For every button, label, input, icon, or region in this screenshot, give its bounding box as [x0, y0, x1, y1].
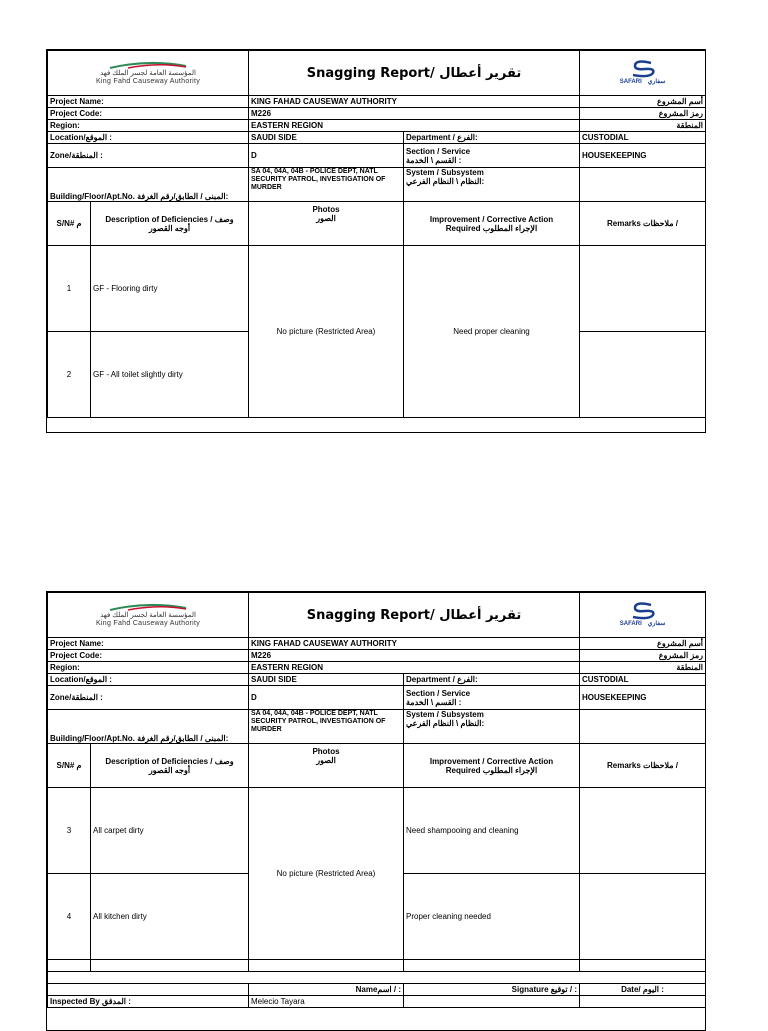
row-sn: 4: [48, 874, 91, 960]
kfca-name-ar: المؤسسة العامة لجسر الملك فهد: [100, 611, 196, 619]
project-code-label: Project Code:: [48, 108, 249, 120]
col-photos-header: [249, 744, 404, 788]
section-value: HOUSEKEEPING: [580, 144, 706, 168]
project-name-value: KING FAHAD CAUSEWAY AUTHORITY: [249, 638, 580, 650]
safari-s-icon: [629, 60, 657, 78]
safari-logo-cell: [580, 51, 706, 96]
safari-logo-cell: [580, 593, 706, 638]
project-name-label: Project Name:: [48, 96, 249, 108]
region-ar: المنطقة: [580, 120, 706, 132]
row-action: Proper cleaning needed: [404, 874, 580, 960]
snagging-report-sheet-2: [46, 591, 706, 1031]
blank-cell: [404, 960, 580, 972]
col-remarks-header: Remarks ملاحظات /: [580, 744, 706, 788]
kfca-logo: [96, 603, 200, 628]
region-value: EASTERN REGION: [249, 662, 580, 674]
department-value: CUSTODIAL: [580, 132, 706, 144]
col-photos-header: [249, 202, 404, 246]
zone-label: Zone/المنطقة :: [48, 144, 249, 168]
kfca-swoosh-icon: [108, 603, 188, 612]
section-value: HOUSEKEEPING: [580, 686, 706, 710]
col-desc-header-line2: أوجه القصور: [148, 223, 191, 233]
row-sn: 2: [48, 332, 91, 418]
row-sn: 3: [48, 788, 91, 874]
project-code-value: M226: [249, 650, 580, 662]
department-label: Department / الفرع:: [404, 674, 580, 686]
col-desc-header: [91, 744, 249, 788]
safari-logo: [620, 602, 666, 629]
photo-cell: No picture (Restricted Area): [249, 788, 404, 960]
blank-cell: [91, 960, 249, 972]
project-name-ar: أسم المشروع: [580, 638, 706, 650]
inspected-signature: [404, 996, 580, 1008]
zone-label: Zone/المنطقة :: [48, 686, 249, 710]
system-label-ar: النظام \ النظام الفرعي:: [406, 177, 485, 186]
building-value: SA 04, 04A, 04B - POLICE DEPT, NATL SECURITY PATROL, INVESTIGATION OF MURDER: [249, 710, 404, 744]
location-value: SAUDI SIDE: [249, 132, 404, 144]
location-label: Location/الموقع :: [48, 132, 249, 144]
date-label: Date/ اليوم :: [580, 984, 706, 996]
col-desc-header-line2: أوجه القصور: [148, 765, 191, 775]
system-value: [580, 710, 706, 744]
col-sn-header: S/N# م: [48, 744, 91, 788]
row-desc: All kitchen dirty: [91, 874, 249, 960]
safari-brand-ar: سفاري: [647, 78, 666, 85]
kfca-name-en: King Fahd Causeway Authority: [95, 77, 201, 85]
project-name-ar: أسم المشروع: [580, 96, 706, 108]
action-cell: Need proper cleaning: [404, 246, 580, 418]
col-sn-header: S/N# م: [48, 202, 91, 246]
section-label-ar: القسم \ الخدمة :: [406, 697, 462, 707]
col-action-header-line2: Required الإجراء المطلوب: [445, 223, 538, 233]
blank-cell: [48, 984, 249, 996]
signature-label: Signature توقيع / :: [404, 984, 580, 996]
col-action-header: [404, 202, 580, 246]
col-photos-header-line2: الصور: [316, 214, 336, 223]
project-code-ar: رمز المشروع: [580, 650, 706, 662]
project-name-label: Project Name:: [48, 638, 249, 650]
inspected-row: [48, 996, 706, 1008]
blank-row: [48, 960, 706, 972]
row-remarks: [580, 246, 706, 332]
col-photos-header-line1: Photos: [312, 747, 340, 756]
inspected-date: [580, 996, 706, 1008]
col-photos-header-line2: الصور: [316, 756, 336, 765]
inspected-label: Inspected By المدقق :: [48, 996, 249, 1008]
report-table: [47, 50, 706, 418]
kfca-logo: [96, 61, 200, 86]
safari-logo: [620, 60, 666, 87]
project-code-value: M226: [249, 108, 580, 120]
department-value: CUSTODIAL: [580, 674, 706, 686]
row-desc: GF - Flooring dirty: [91, 246, 249, 332]
building-label: Building/Floor/Apt.No. المبنى / الطابق/رقم الغرفة:: [48, 710, 249, 744]
blank-cell: [48, 972, 706, 984]
col-desc-header: [91, 202, 249, 246]
section-label-en: Section / Service: [406, 146, 471, 156]
row-remarks: [580, 874, 706, 960]
col-action-header-line2: Required الإجراء المطلوب: [445, 765, 538, 775]
safari-brand-ar: سفاري: [647, 620, 666, 627]
table-row: [48, 246, 706, 332]
system-label: [404, 168, 580, 202]
safari-brand-en: SAFARI: [619, 78, 642, 85]
kfca-name-ar: المؤسسة العامة لجسر الملك فهد: [100, 69, 196, 77]
col-desc-header-line1: Description of Deficiencies / وصف: [105, 756, 234, 766]
col-action-header: [404, 744, 580, 788]
blank-cell: [580, 960, 706, 972]
col-action-header-line1: Improvement / Corrective Action: [429, 756, 554, 766]
building-value: SA 04, 04A, 04B - POLICE DEPT, NATL SECURITY PATROL, INVESTIGATION OF MURDER: [249, 168, 404, 202]
col-action-header-line1: Improvement / Corrective Action: [429, 214, 554, 224]
row-desc: GF - All toilet slightly dirty: [91, 332, 249, 418]
section-label: [404, 686, 580, 710]
building-label: Building/Floor/Apt.No. المبنى / الطابق/رقم الغرفة:: [48, 168, 249, 202]
location-value: SAUDI SIDE: [249, 674, 404, 686]
section-label: [404, 144, 580, 168]
section-label-en: Section / Service: [406, 688, 471, 698]
region-label: Region:: [48, 120, 249, 132]
blank-cell: [249, 960, 404, 972]
kfca-logo-cell: [48, 593, 249, 638]
blank-cell: [48, 960, 91, 972]
table-row: [48, 788, 706, 874]
safari-s-icon: [629, 602, 657, 620]
photo-cell: No picture (Restricted Area): [249, 246, 404, 418]
section-label-ar: القسم \ الخدمة :: [406, 155, 462, 165]
row-remarks: [580, 332, 706, 418]
department-label: Department / الفرع:: [404, 132, 580, 144]
location-label: Location/الموقع :: [48, 674, 249, 686]
project-name-value: KING FAHAD CAUSEWAY AUTHORITY: [249, 96, 580, 108]
blank-row: [48, 972, 706, 984]
system-label-ar: النظام \ النظام الفرعي:: [406, 719, 485, 728]
report-table: [47, 592, 706, 1008]
name-label: Nameاسم / :: [249, 984, 404, 996]
system-label-en: System / Subsystem: [406, 168, 484, 177]
kfca-swoosh-icon: [108, 61, 188, 70]
snagging-report-sheet-1: [46, 49, 706, 433]
kfca-logo-cell: [48, 51, 249, 96]
row-remarks: [580, 788, 706, 874]
system-value: [580, 168, 706, 202]
kfca-name-en: King Fahd Causeway Authority: [95, 619, 201, 627]
zone-value: D: [249, 686, 404, 710]
row-sn: 1: [48, 246, 91, 332]
row-action: Need shampooing and cleaning: [404, 788, 580, 874]
col-desc-header-line1: Description of Deficiencies / وصف: [105, 214, 234, 224]
row-desc: All carpet dirty: [91, 788, 249, 874]
col-photos-header-line1: Photos: [312, 205, 340, 214]
region-label: Region:: [48, 662, 249, 674]
zone-value: D: [249, 144, 404, 168]
report-title: Snagging Report/ تقرير أعطال: [249, 51, 580, 96]
system-label: [404, 710, 580, 744]
col-remarks-header: Remarks ملاحظات /: [580, 202, 706, 246]
project-code-label: Project Code:: [48, 650, 249, 662]
system-label-en: System / Subsystem: [406, 710, 484, 719]
report-title: Snagging Report/ تقرير أعطال: [249, 593, 580, 638]
region-value: EASTERN REGION: [249, 120, 580, 132]
project-code-ar: رمز المشروع: [580, 108, 706, 120]
safari-brand-en: SAFARI: [619, 620, 642, 627]
signature-header-row: [48, 984, 706, 996]
inspected-name: Melecio Tayara: [249, 996, 404, 1008]
region-ar: المنطقة: [580, 662, 706, 674]
